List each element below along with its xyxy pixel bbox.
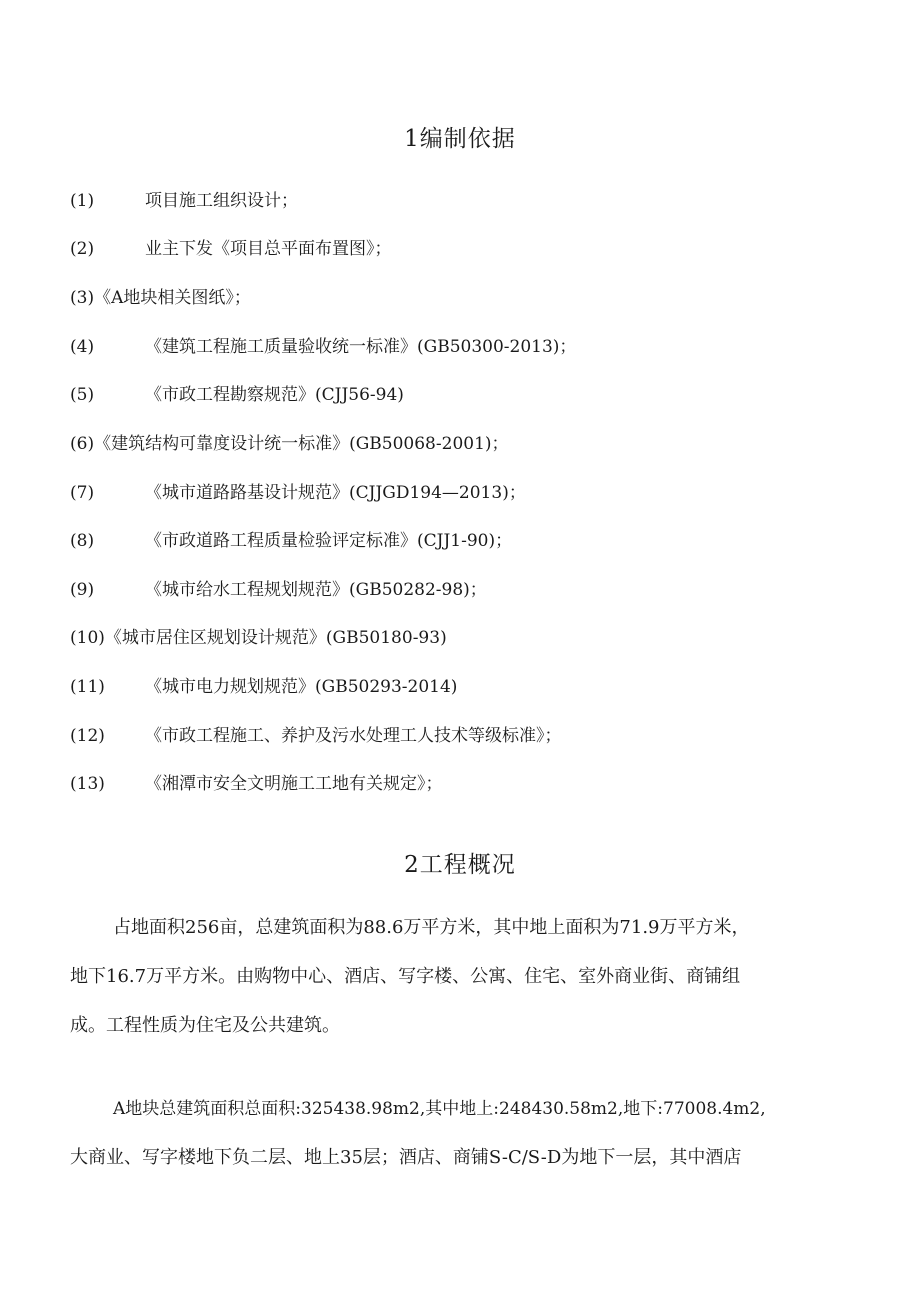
- basis-item-7: [70, 480, 526, 506]
- basis-item-number: (3): [70, 288, 95, 308]
- basis-item-text: 《市政工程施工、养护及污水处理工人技术等级标准》；: [145, 726, 562, 746]
- basis-item-number: (1): [70, 191, 95, 211]
- basis-item-11: [70, 674, 457, 700]
- basis-item-text: 《建筑工程施工质量验收统一标准》(GB50300-2013)；: [145, 337, 577, 357]
- basis-item-number: (7): [70, 483, 95, 503]
- basis-item-number: (8): [70, 531, 95, 551]
- basis-item-12: [70, 723, 562, 749]
- basis-item-number: (10): [70, 628, 105, 648]
- basis-item-text: 《城市居住区规划设计规范》(GB50180-93): [104, 628, 447, 648]
- basis-item-number: (12): [70, 726, 105, 746]
- basis-item-text: 《城市电力规划规范》(GB50293-2014): [145, 677, 458, 697]
- basis-item-10: [70, 625, 447, 651]
- basis-item-text: 《A地块相关图纸》；: [94, 288, 251, 308]
- basis-item-number: (4): [70, 337, 95, 357]
- overview-paragraph-1-line-1: 占地面积256亩，总建筑面积为88.6万平方米，其中地上面积为71.9万平方米，: [113, 917, 750, 938]
- basis-item-6: [70, 431, 509, 457]
- basis-item-4: [70, 334, 576, 360]
- overview-paragraph-2-line-1: A地块总建筑面积总面积:325438.98m2,其中地上:248430.58m2,地下:77008.4m2,: [113, 1099, 766, 1119]
- basis-item-number: (5): [70, 385, 95, 405]
- basis-item-text: 《市政工程勘察规范》(CJJ56-94): [145, 385, 404, 405]
- basis-item-text: 项目施工组织设计；: [145, 191, 298, 211]
- basis-item-2: [70, 236, 392, 262]
- basis-item-number: (6): [70, 434, 95, 454]
- basis-item-text: 《湘潭市安全文明施工工地有关规定》；: [145, 774, 443, 794]
- basis-item-text: 《城市道路路基设计规范》(CJJGD194—2013)；: [145, 483, 526, 503]
- overview-paragraph-1-line-2: 地下16.7万平方米。由购物中心、酒店、写字楼、公寓、住宅、室外商业街、商铺组: [70, 966, 741, 987]
- section-1-heading: 1编制依据: [404, 126, 516, 152]
- basis-item-number: (13): [70, 774, 105, 794]
- overview-paragraph-1-line-3: 成。工程性质为住宅及公共建筑。: [70, 1015, 340, 1036]
- section-2-heading: 2工程概况: [404, 852, 516, 878]
- basis-item-number: (11): [70, 677, 105, 697]
- basis-item-13: [70, 771, 443, 797]
- basis-item-8: [70, 528, 512, 554]
- overview-paragraph-2-line-2: 大商业、写字楼地下负二层、地上35层；酒店、商铺S-C/S-D为地下一层，其中酒店: [70, 1147, 742, 1168]
- basis-item-1: [70, 188, 298, 214]
- basis-item-number: (2): [70, 239, 95, 259]
- basis-item-9: [70, 577, 487, 603]
- basis-item-text: 《建筑结构可靠度设计统一标准》(GB50068-2001)；: [94, 434, 509, 454]
- basis-item-text: 《城市给水工程规划规范》(GB50282-98)；: [145, 580, 487, 600]
- basis-item-5: [70, 382, 404, 408]
- basis-item-3: [70, 285, 251, 311]
- basis-item-text: 《市政道路工程质量检验评定标准》(CJJ1-90)；: [145, 531, 513, 551]
- basis-item-number: (9): [70, 580, 95, 600]
- basis-item-text: 业主下发《项目总平面布置图》；: [145, 239, 392, 259]
